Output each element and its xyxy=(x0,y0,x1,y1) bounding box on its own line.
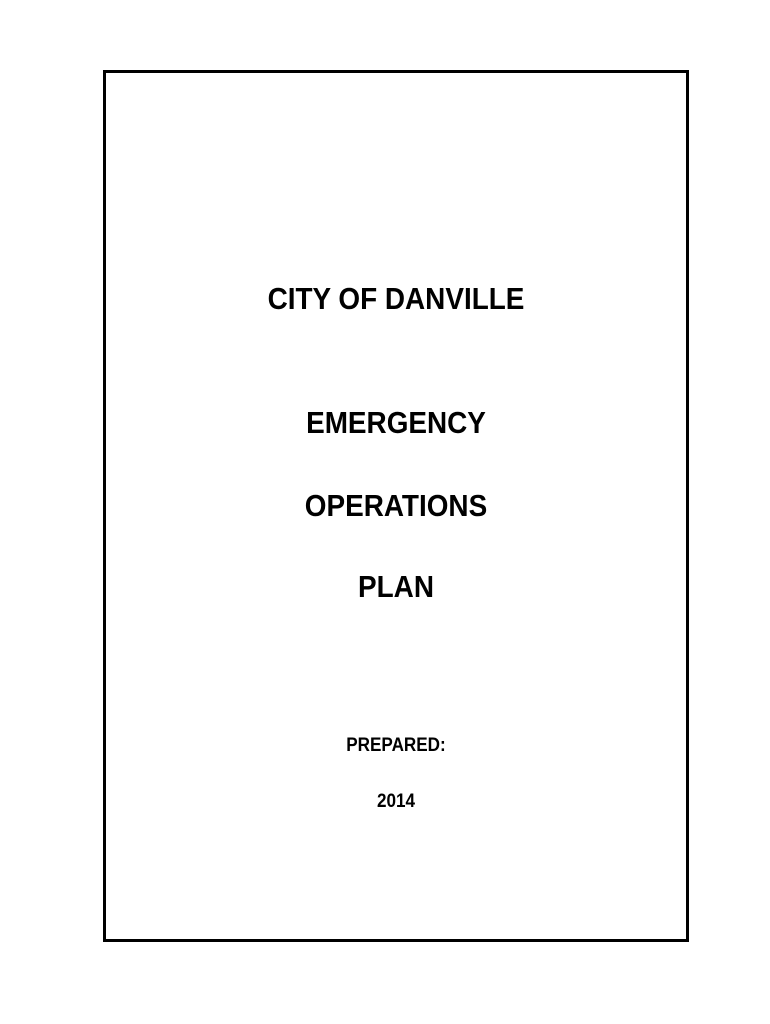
cover-page-border xyxy=(103,70,689,942)
prepared-year: 2014 xyxy=(376,791,416,812)
plan-title-line-1: EMERGENCY xyxy=(306,405,486,440)
city-name: CITY OF DANVILLE xyxy=(267,281,525,316)
plan-title-line-2: OPERATIONS xyxy=(304,488,488,523)
plan-title-line-3: PLAN xyxy=(358,569,434,604)
prepared-label: PREPARED: xyxy=(346,735,446,756)
